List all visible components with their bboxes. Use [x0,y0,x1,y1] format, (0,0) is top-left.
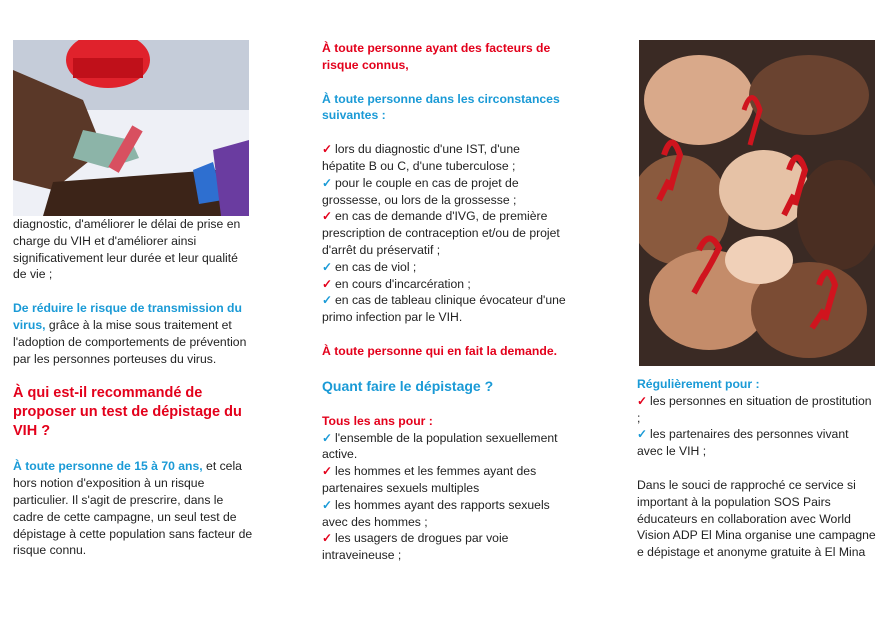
list-item-text: pour le couple en cas de projet de grossesse, ou lors de la grossesse ; [322,175,519,207]
list-item-text: les usagers de drogues par voie intraveineuse ; [322,531,509,563]
age-range-rest: et cela hors notion d'exposition à un risque particulier. Il s'agit de prescrire, dans le cadre de cette campagne, un seul test de dépistage à cette population sans facteur de risque connu. [13,459,253,558]
blood-draw-photo [13,40,249,216]
age-range-lead: À toute personne de 15 à 70 ans, [13,459,203,474]
circumstances-heading: À toute personne dans les circonstances suivantes : [322,91,560,123]
list-item [322,497,566,531]
paragraph-reduce-risk [13,300,253,367]
check-icon: ✓ [322,464,333,479]
list-item [322,141,566,175]
list-item [322,292,566,326]
list-item [322,276,566,293]
check-icon: ✓ [322,531,333,546]
list-item-text: l'ensemble de la population sexuellement active. [322,430,558,462]
list-item [322,259,566,276]
list-item [322,175,566,209]
check-icon: ✓ [637,393,648,408]
on-request-text: À toute personne qui en fait la demande. [322,343,557,358]
heading-who-recommended: À qui est-il recommandé de proposer un test de dépistage du VIH ? [13,385,242,440]
list-item [322,463,566,497]
risk-factors-text: À toute personne ayant des facteurs de risque connus, [322,41,551,72]
check-icon: ✓ [322,276,333,291]
yearly-heading: Tous les ans pour : [322,413,433,428]
check-icon: ✓ [322,175,333,190]
column-right [637,40,877,561]
paragraph-age-range [13,458,253,559]
paragraph-diagnostic: diagnostic, d'améliorer le délai de prise en charge du VIH et d'améliorer ainsi significativement leur durée et leur qualité de vie ; [13,217,241,282]
list-item-text: en cours d'incarcération ; [335,276,471,291]
check-icon: ✓ [322,293,333,308]
list-item-text: lors du diagnostic d'une IST, d'une hépatite B ou C, d'une tuberculose ; [322,142,520,173]
check-icon: ✓ [322,497,333,512]
list-item [637,393,877,427]
list-item-text: en cas de viol ; [335,259,417,274]
list-item-text: en cas de tableau clinique évocateur d'une primo infection par le VIH. [322,293,566,325]
hands-red-ribbons-photo [639,40,875,366]
check-icon: ✓ [637,427,648,442]
list-item-text: les hommes et les femmes ayant des partenaires sexuels multiples [322,464,537,495]
check-icon: ✓ [322,142,333,157]
check-icon: ✓ [322,209,333,224]
list-item-text: les partenaires des personnes vivant avec le VIH ; [637,427,849,459]
list-item [322,530,566,564]
list-item [322,430,566,464]
paragraph-campaign: Dans le souci de rapproché ce service si important à la population SOS Pairs éducateurs en collaboration avec World Vision ADP El Mina organise une campagne e dépistage et anonyme gratuite à El Mina [637,477,876,560]
column-middle [322,40,566,564]
check-icon: ✓ [322,259,333,274]
regularly-heading: Régulièrement pour : [637,377,760,391]
heading-when-screening: Quant faire le dépistage ? [322,377,494,394]
list-item-text: les personnes en situation de prostitution ; [637,393,872,425]
check-icon: ✓ [322,430,333,445]
list-item [322,208,566,258]
reduce-risk-lead: De réduire le risque de transmission du virus, [13,301,242,332]
list-item [637,426,877,460]
column-left [13,40,253,559]
list-item-text: les hommes ayant des rapports sexuels avec des hommes ; [322,497,550,529]
list-item-text: en cas de demande d'IVG, de première prescription de contraception et/ou de projet d'arrêt du préservatif ; [322,209,560,257]
reduce-risk-rest: grâce à la mise sous traitement et l'adoption de comportements de prévention par les personnes porteuses du virus. [13,317,247,366]
